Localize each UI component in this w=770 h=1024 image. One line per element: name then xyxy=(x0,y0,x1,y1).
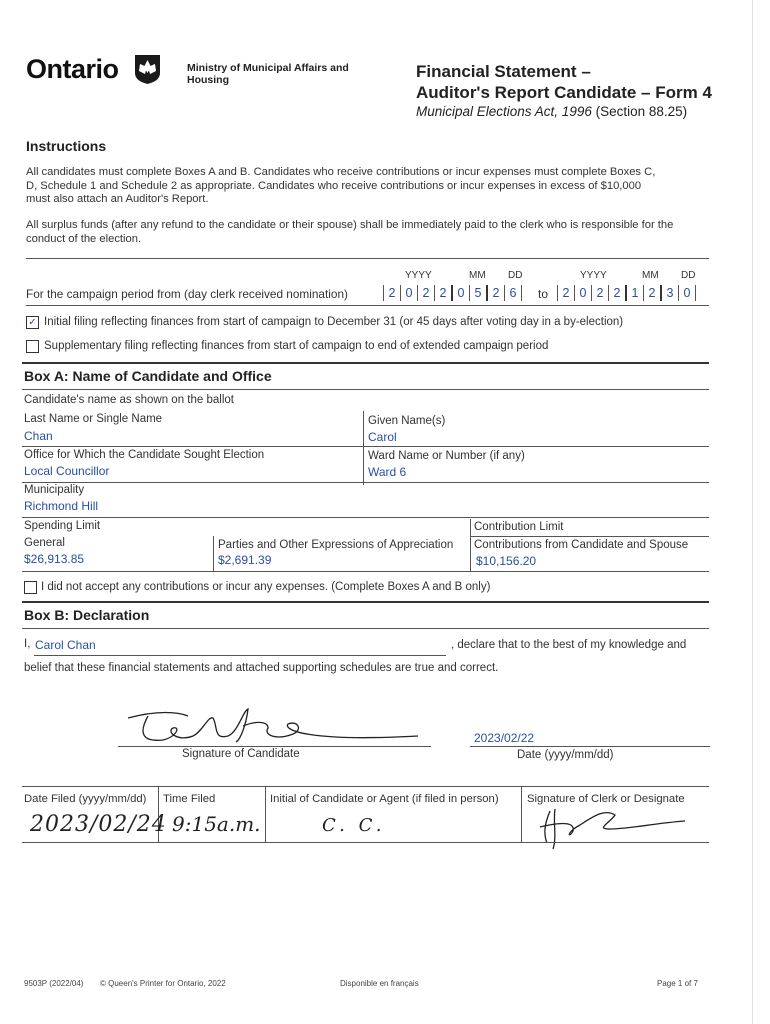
instructions-paragraph-2: All surplus funds (after any refund to the candidate or their spouse) shall be immediately paid to the clerk who is responsible for the conduct of the election. xyxy=(26,219,674,245)
from-digit-3[interactable]: 2 xyxy=(417,285,434,301)
divider xyxy=(265,787,266,843)
to-yyyy-header: YYYY xyxy=(580,270,607,281)
no-contributions-checkbox[interactable] xyxy=(24,581,37,594)
from-mm-header: MM xyxy=(469,270,486,281)
divider xyxy=(22,517,709,518)
parties-label: Parties and Other Expressions of Appreciation xyxy=(218,539,454,551)
form-title-line1: Financial Statement – xyxy=(416,62,591,81)
municipality-label: Municipality xyxy=(24,484,85,496)
divider xyxy=(34,655,446,656)
signature-of-candidate-label: Signature of Candidate xyxy=(182,748,300,760)
divider xyxy=(470,746,710,747)
office-value[interactable]: Local Councillor xyxy=(24,464,110,478)
divider xyxy=(22,446,709,447)
act-reference xyxy=(416,104,687,119)
declaration-i-label: I, xyxy=(24,638,31,650)
from-digit-5[interactable]: 0 xyxy=(451,285,469,301)
belief-text: belief that these financial statements and attached supporting schedules are true and correct. xyxy=(24,662,499,674)
to-digit-7[interactable]: 3 xyxy=(660,285,678,301)
box-a-title: Box A: Name of Candidate and Office xyxy=(24,368,272,384)
act-section: (Section 88.25) xyxy=(595,104,688,119)
initial-value[interactable]: C. C. xyxy=(322,815,386,836)
ontario-logo-text: Ontario xyxy=(26,54,119,84)
time-filed-label: Time Filed xyxy=(163,793,216,805)
to-digit-2[interactable]: 0 xyxy=(574,285,591,301)
campaign-period-label: For the campaign period from (day clerk received nomination) xyxy=(26,287,348,301)
contribution-limit-label: Contribution Limit xyxy=(474,521,564,533)
general-label: General xyxy=(24,537,65,549)
general-value[interactable]: $26,913.85 xyxy=(24,552,85,566)
french-availability: Disponible en français xyxy=(340,979,419,988)
ward-value[interactable]: Ward 6 xyxy=(368,465,407,479)
divider xyxy=(521,787,522,843)
form-code: 9503P (2022/04) xyxy=(24,979,84,988)
given-name-value[interactable]: Carol xyxy=(368,430,397,444)
instructions-paragraph-1: All candidates must complete Boxes A and B. Candidates who receive contributions or incur expenses must complete Boxes C, D, Schedule 1 and Schedule 2 as appropriate. Candidates who receive contributions or incur expenses in excess of $10,000 must also attach an Auditor's Report. xyxy=(26,166,656,205)
divider xyxy=(213,536,214,572)
time-filed-value[interactable]: 9:15a.m. xyxy=(172,812,261,836)
from-digit-7[interactable]: 2 xyxy=(486,285,504,301)
parties-value[interactable]: $2,691.39 xyxy=(218,553,272,567)
to-digit-4[interactable]: 2 xyxy=(608,285,625,301)
to-digit-8[interactable]: 0 xyxy=(678,285,696,301)
copyright: © Queen's Printer for Ontario, 2022 xyxy=(100,979,226,988)
divider xyxy=(22,628,709,629)
ministry-name: Ministry of Municipal Affairs and Housing xyxy=(187,62,349,86)
trillium-logo-icon xyxy=(133,53,162,85)
clerk-signature-label: Signature of Clerk or Designate xyxy=(527,793,685,805)
divider xyxy=(22,389,709,390)
divider xyxy=(26,258,709,259)
candidate-signature-icon xyxy=(118,706,428,748)
date-filed-label: Date Filed (yyyy/mm/dd) xyxy=(24,793,147,805)
to-digit-1[interactable]: 2 xyxy=(557,285,574,301)
no-contributions-label: I did not accept any contributions or incur any expenses. (Complete Boxes A and B only) xyxy=(41,581,491,593)
contrib-candidate-label: Contributions from Candidate and Spouse xyxy=(474,539,689,551)
divider xyxy=(22,842,709,843)
to-dd-header: DD xyxy=(681,270,696,281)
initial-label: Initial of Candidate or Agent (if filed in person) xyxy=(270,793,499,805)
to-label: to xyxy=(538,287,549,301)
last-name-label: Last Name or Single Name xyxy=(24,413,163,425)
declarant-name-value[interactable]: Carol Chan xyxy=(35,638,96,652)
divider xyxy=(22,482,709,483)
act-name: Municipal Elections Act, 1996 xyxy=(416,104,592,119)
from-digit-1[interactable]: 2 xyxy=(383,285,400,301)
scan-edge xyxy=(752,0,753,1024)
divider xyxy=(363,411,364,485)
initial-filing-checkbox[interactable]: ✓ xyxy=(26,316,39,329)
divider xyxy=(26,305,709,306)
divider xyxy=(22,571,709,572)
given-name-label: Given Name(s) xyxy=(368,415,446,427)
from-digit-2[interactable]: 0 xyxy=(400,285,417,301)
to-date-field[interactable] xyxy=(557,285,696,301)
page-number: Page 1 of 7 xyxy=(657,979,698,988)
declare-text: , declare that to the best of my knowledge and xyxy=(451,639,687,651)
spending-limit-label: Spending Limit xyxy=(24,520,101,532)
clerk-signature-icon xyxy=(535,803,695,851)
divider xyxy=(118,746,431,747)
ballot-name-label: Candidate's name as shown on the ballot xyxy=(24,394,234,406)
office-label: Office for Which the Candidate Sought Election xyxy=(24,449,265,461)
from-digit-4[interactable]: 2 xyxy=(434,285,451,301)
form-title-line2: Auditor's Report Candidate – Form 4 xyxy=(416,83,712,102)
supplementary-filing-label: Supplementary filing reflecting finances from start of campaign to end of extended campaign period xyxy=(44,340,549,352)
form-title xyxy=(416,61,712,103)
declaration-date-value[interactable]: 2023/02/22 xyxy=(474,731,535,745)
to-mm-header: MM xyxy=(642,270,659,281)
to-digit-6[interactable]: 2 xyxy=(643,285,660,301)
divider xyxy=(470,519,471,572)
from-digit-8[interactable]: 6 xyxy=(504,285,522,301)
divider xyxy=(22,786,709,787)
to-digit-3[interactable]: 2 xyxy=(591,285,608,301)
instructions-heading: Instructions xyxy=(26,138,107,154)
date-filed-value[interactable]: 2023/02/24 xyxy=(30,812,167,837)
date-label: Date (yyyy/mm/dd) xyxy=(517,749,614,761)
ward-label: Ward Name or Number (if any) xyxy=(368,450,525,462)
from-yyyy-header: YYYY xyxy=(405,270,432,281)
municipality-value[interactable]: Richmond Hill xyxy=(24,499,99,513)
divider xyxy=(22,601,709,603)
supplementary-filing-checkbox[interactable] xyxy=(26,340,39,353)
from-dd-header: DD xyxy=(508,270,523,281)
divider xyxy=(471,536,709,537)
box-b-title: Box B: Declaration xyxy=(24,607,150,623)
from-date-field[interactable] xyxy=(383,285,522,301)
divider xyxy=(22,362,709,364)
initial-filing-label: Initial filing reflecting finances from start of campaign to December 31 (or 45 days after voting day in a by-election) xyxy=(44,316,624,328)
last-name-value[interactable]: Chan xyxy=(24,429,53,443)
from-digit-6[interactable]: 5 xyxy=(469,285,486,301)
contrib-candidate-value[interactable]: $10,156.20 xyxy=(476,554,537,568)
to-digit-5[interactable]: 1 xyxy=(625,285,643,301)
